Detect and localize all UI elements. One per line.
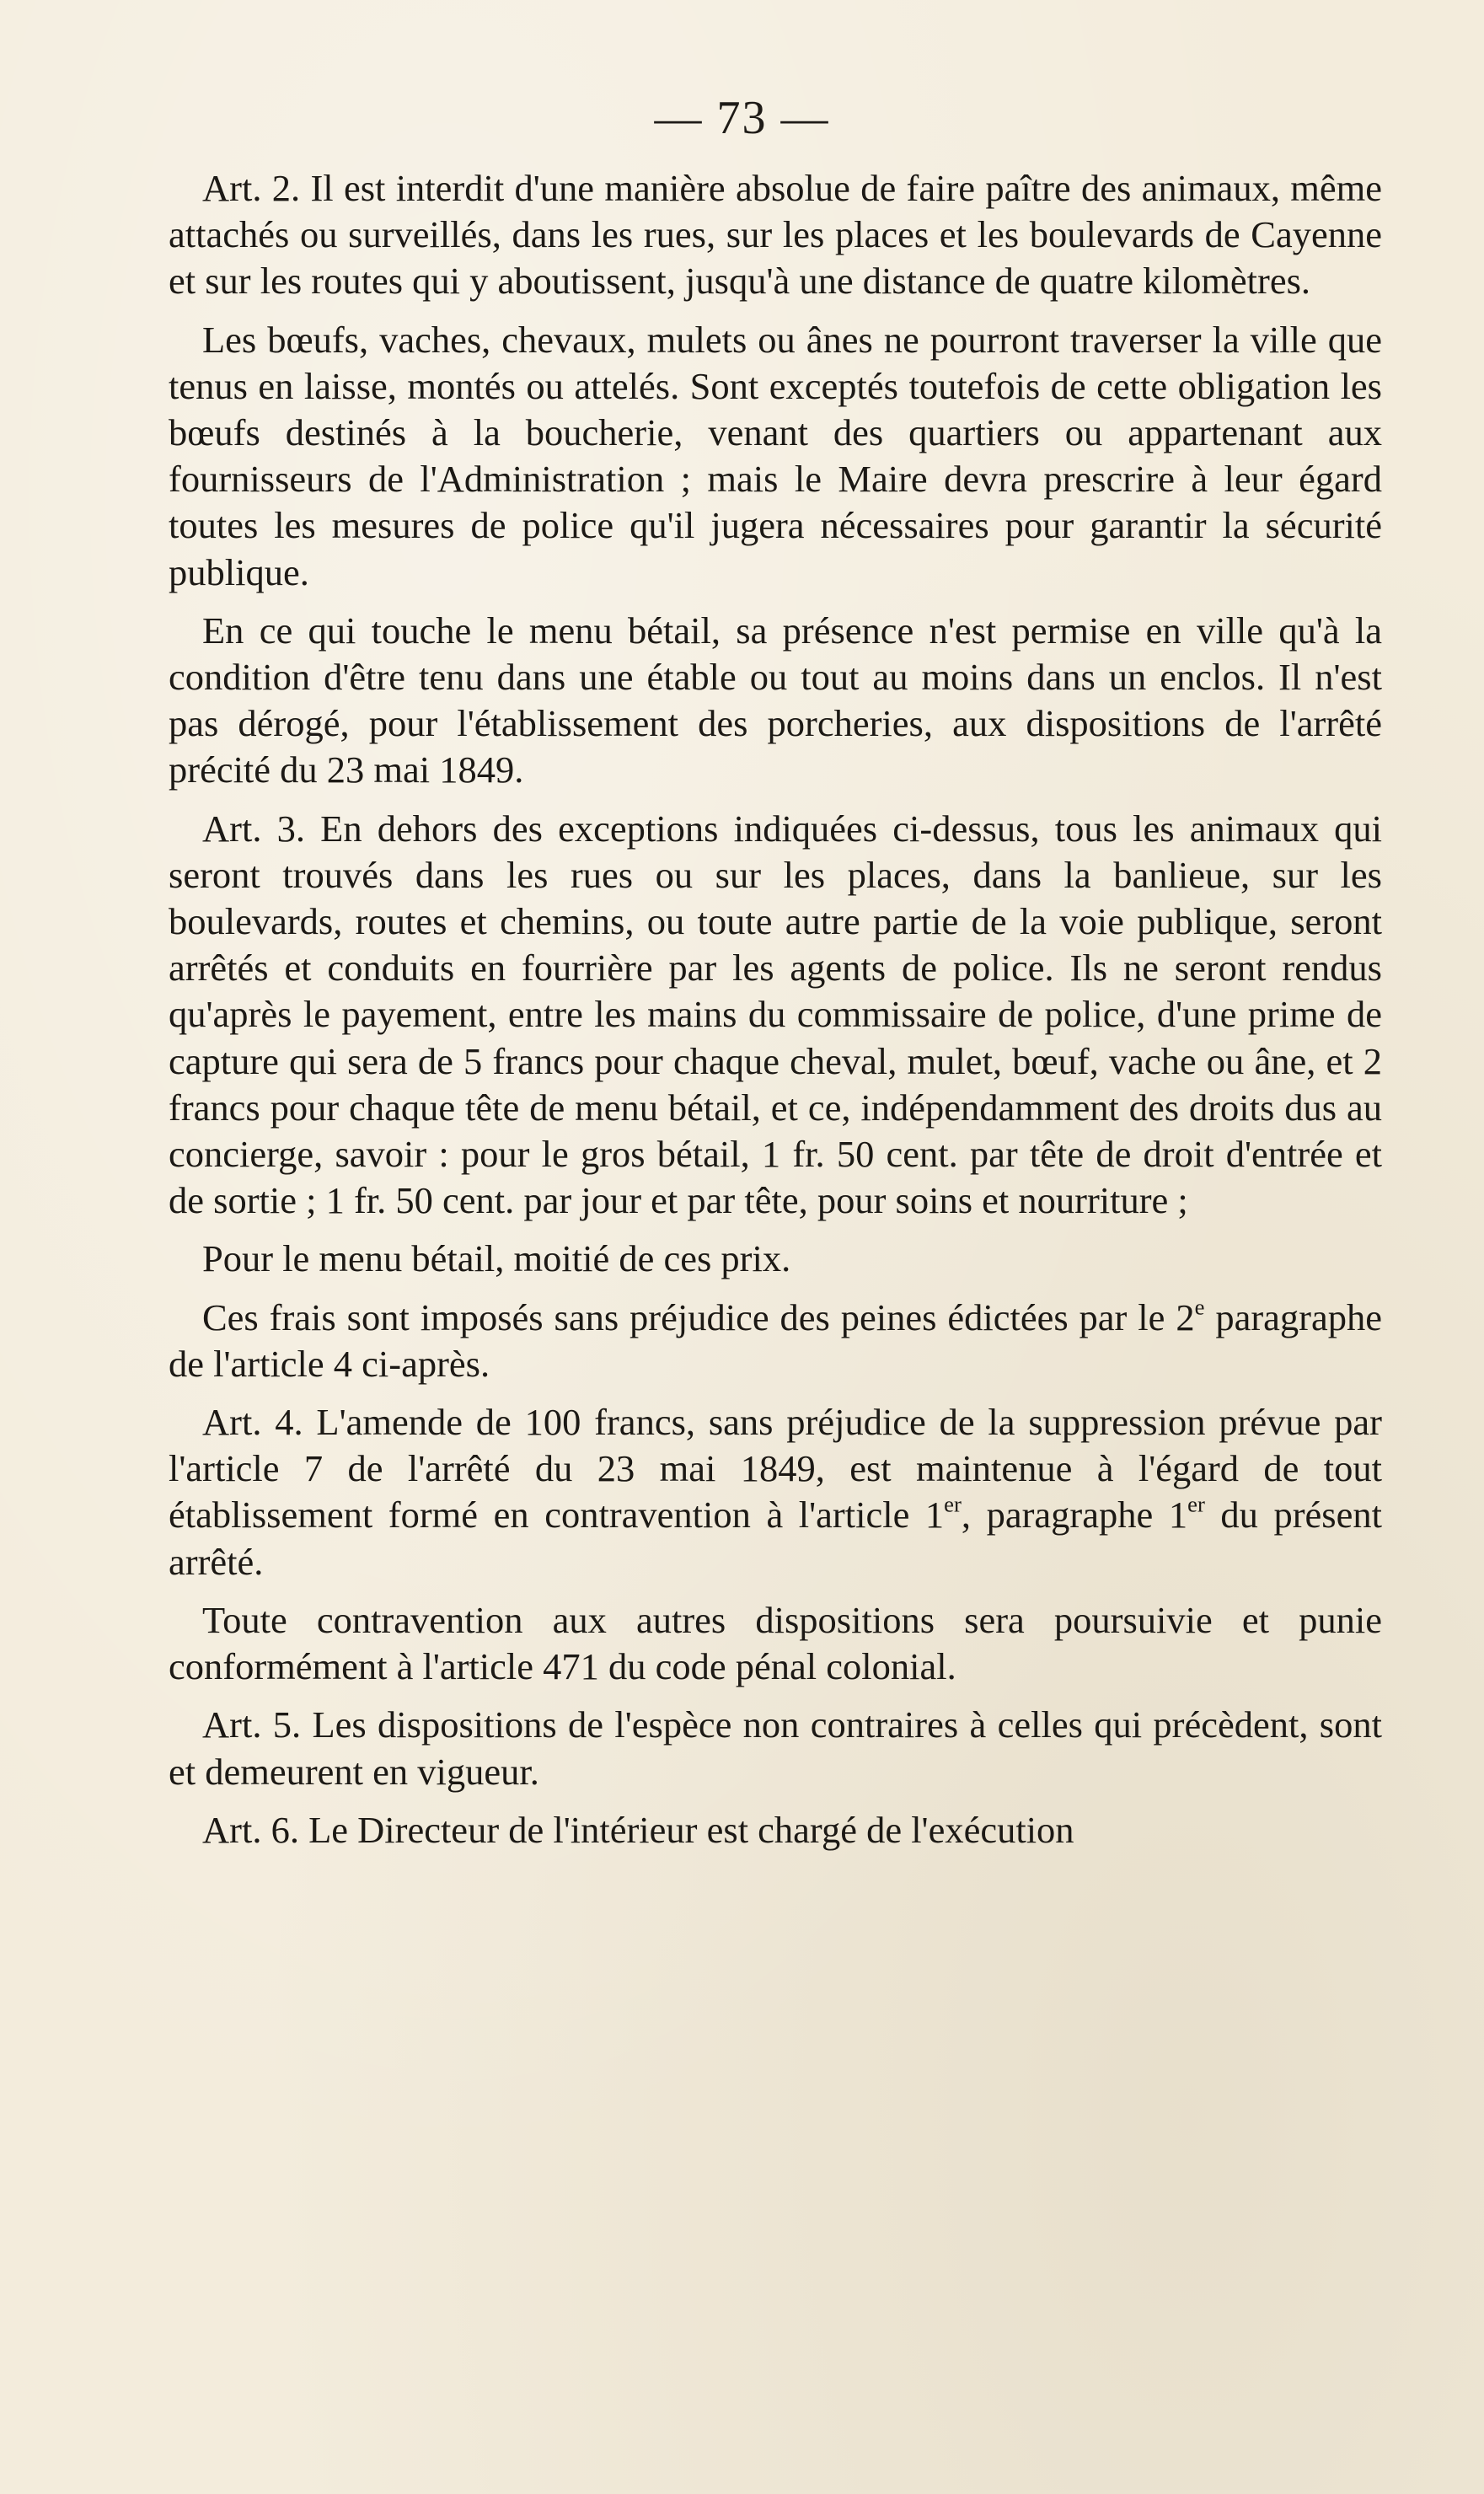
paragraph-art-4-sup: er	[944, 1491, 962, 1517]
paragraph-art-4-text-middle: , paragraphe 1	[961, 1494, 1188, 1537]
paragraph-art-4-text-after: du présent arrêté.	[169, 1494, 1382, 1583]
paragraph-art-3: Art. 3. En dehors des exceptions indiquées ci-dessus, tous les animaux qui seront trouvés dans les rues ou sur les places, dans la banlieue, sur les boulevards, routes et chemins, ou toute autre partie de la voie publique, seront arrêtés et conduits en fourrière par les agents de police. Ils ne seront rendus qu'après le payement, entre les mains du commissaire de police, d'une prime de capture qui sera de 5 francs pour chaque cheval, mulet, bœuf, vache ou âne, et 2 francs pour chaque tête de menu bétail, et ce, indépendamment des droits dus au concierge, savoir : pour le gros bétail, 1 fr. 50 cent. par tête de droit d'entrée et de sortie ; 1 fr. 50 cent. par jour et par tête, pour soins et nourriture ;	[169, 807, 1382, 1222]
paragraph-frais	[169, 1295, 1382, 1387]
paragraph-animals-crossing: Les bœufs, vaches, chevaux, mulets ou ânes ne pourront traverser la ville que tenus en laisse, montés ou attelés. Sont exceptés toutefois de cette obligation les bœufs destinés à la boucherie, venant des quartiers ou appartenant aux fournisseurs de l'Administration ; mais le Maire devra prescrire à leur égard toutes les mesures de police qu'il jugera nécessaires pour garantir la sécurité publique.	[169, 318, 1382, 593]
paragraph-frais-text-before: Ces frais sont imposés sans préjudice des peines édictées par le 2	[202, 1295, 1195, 1338]
paragraph-frais-sup: e	[1194, 1293, 1205, 1319]
paragraph-art-4-text-before: Art. 4. L'amende de 100 francs, sans préjudice de la suppression prévue par l'article 7 de l'arrêté du 23 mai 1849, est maintenue à l'égard de tout établissement formé en contravention à l'article 1	[169, 1401, 1382, 1537]
paragraph-frais-text-after: paragraphe de l'article 4 ci-après.	[169, 1295, 1382, 1385]
page-number: — 73 —	[654, 92, 830, 144]
paragraph-menu-betail-price: Pour le menu bétail, moitié de ces prix.	[202, 1237, 791, 1280]
body-text	[169, 165, 1382, 1865]
paragraph-contravention: Toute contravention aux autres dispositions sera poursuivie et punie conformément à l'article 471 du code pénal colonial.	[169, 1598, 1382, 1688]
paragraph-art-2: Art. 2. Il est interdit d'une manière absolue de faire paître des animaux, même attachés ou surveillés, dans les rues, sur les places et les boulevards de Cayenne et sur les routes qui y aboutissent, jusqu'à une distance de quatre kilomètres.	[169, 167, 1382, 303]
paragraph-art-5: Art. 5. Les dispositions de l'espèce non contraires à celles qui précèdent, sont et demeurent en vigueur.	[169, 1703, 1382, 1793]
paragraph-menu-betail: En ce qui touche le menu bétail, sa présence n'est permise en ville qu'à la condition d'être tenu dans une étable ou tout au moins dans un enclos. Il n'est pas dérogé, pour l'établissement des porcheries, aux dispositions de l'arrêté précité du 23 mai 1849.	[169, 609, 1382, 791]
paragraph-art-4	[169, 1399, 1382, 1585]
paragraph-art-4-sup2: er	[1187, 1491, 1205, 1517]
paragraph-art-6: Art. 6. Le Directeur de l'intérieur est chargé de l'exécution	[202, 1808, 1074, 1851]
